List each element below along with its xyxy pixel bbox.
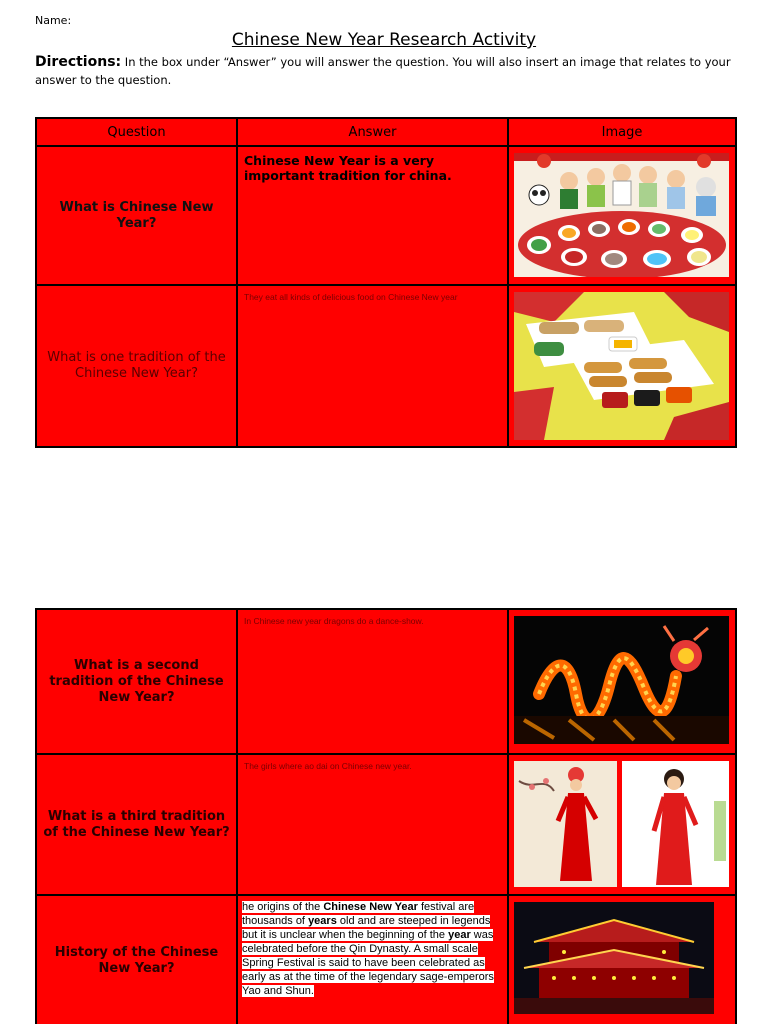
column-header-answer: Answer	[237, 118, 508, 146]
table-header-row	[36, 118, 736, 146]
image-cell[interactable]	[508, 285, 736, 447]
table-row	[36, 285, 736, 447]
history-text-segment: Chinese New Year	[323, 901, 418, 913]
table-row	[36, 609, 736, 754]
directions-text: In the box under “Answer” you will answer the question. You will also insert an image that relates to your answer to the question.	[35, 55, 731, 87]
directions	[35, 53, 735, 89]
history-text-segment: old and are steeped in legends but it is unclear when the beginning of the	[242, 915, 491, 941]
image-cell[interactable]	[508, 754, 736, 895]
answer-cell[interactable]	[237, 895, 508, 1024]
question-cell: What is a second tradition of the Chinese New Year?	[36, 609, 237, 754]
answer-cell[interactable]: They eat all kinds of delicious food on Chinese New year	[237, 285, 508, 447]
image-cell[interactable]	[508, 609, 736, 754]
history-text-segment: year	[448, 929, 471, 941]
answer-cell[interactable]: The girls where ao dai on Chinese new year.	[237, 754, 508, 895]
dragon-lantern-image	[514, 616, 729, 744]
history-answer-text	[242, 901, 494, 997]
name-line: Name:	[35, 14, 72, 27]
image-cell[interactable]	[508, 146, 736, 285]
history-text-segment: he origins of the	[242, 901, 324, 913]
answer-cell[interactable]: In Chinese new year dragons do a dance-show.	[237, 609, 508, 754]
temple-lights-image	[514, 902, 714, 1014]
question-cell: What is Chinese New Year?	[36, 146, 237, 285]
history-text-segment: festival are thousands of	[242, 901, 475, 927]
research-table-page2	[35, 608, 737, 1024]
page-title: Chinese New Year Research Activity	[231, 30, 537, 50]
spring-rolls-image	[514, 292, 729, 440]
table-row	[36, 146, 736, 285]
question-cell: What is a third tradition of the Chinese New Year?	[36, 754, 237, 895]
answer-cell[interactable]: Chinese New Year is a very important tradition for china.	[237, 146, 508, 285]
research-table-page1	[35, 117, 737, 448]
table-row	[36, 754, 736, 895]
column-header-image: Image	[508, 118, 736, 146]
image-cell[interactable]	[508, 895, 736, 1024]
question-cell: What is one tradition of the Chinese New Year?	[36, 285, 237, 447]
question-cell: History of the Chinese New Year?	[36, 895, 237, 1024]
directions-lead: Directions:	[35, 54, 122, 70]
table-row	[36, 895, 736, 1024]
history-text-segment: was celebrated before the Qin Dynasty. A small scale Spring Festival is said to have been celebrated as early as at the time of the legendary sage-emperors Yao and Shun.	[242, 929, 494, 997]
family-feast-image	[514, 153, 729, 277]
column-header-question: Question	[36, 118, 237, 146]
history-text-segment: years	[308, 915, 337, 927]
ao-dai-image	[514, 761, 729, 887]
